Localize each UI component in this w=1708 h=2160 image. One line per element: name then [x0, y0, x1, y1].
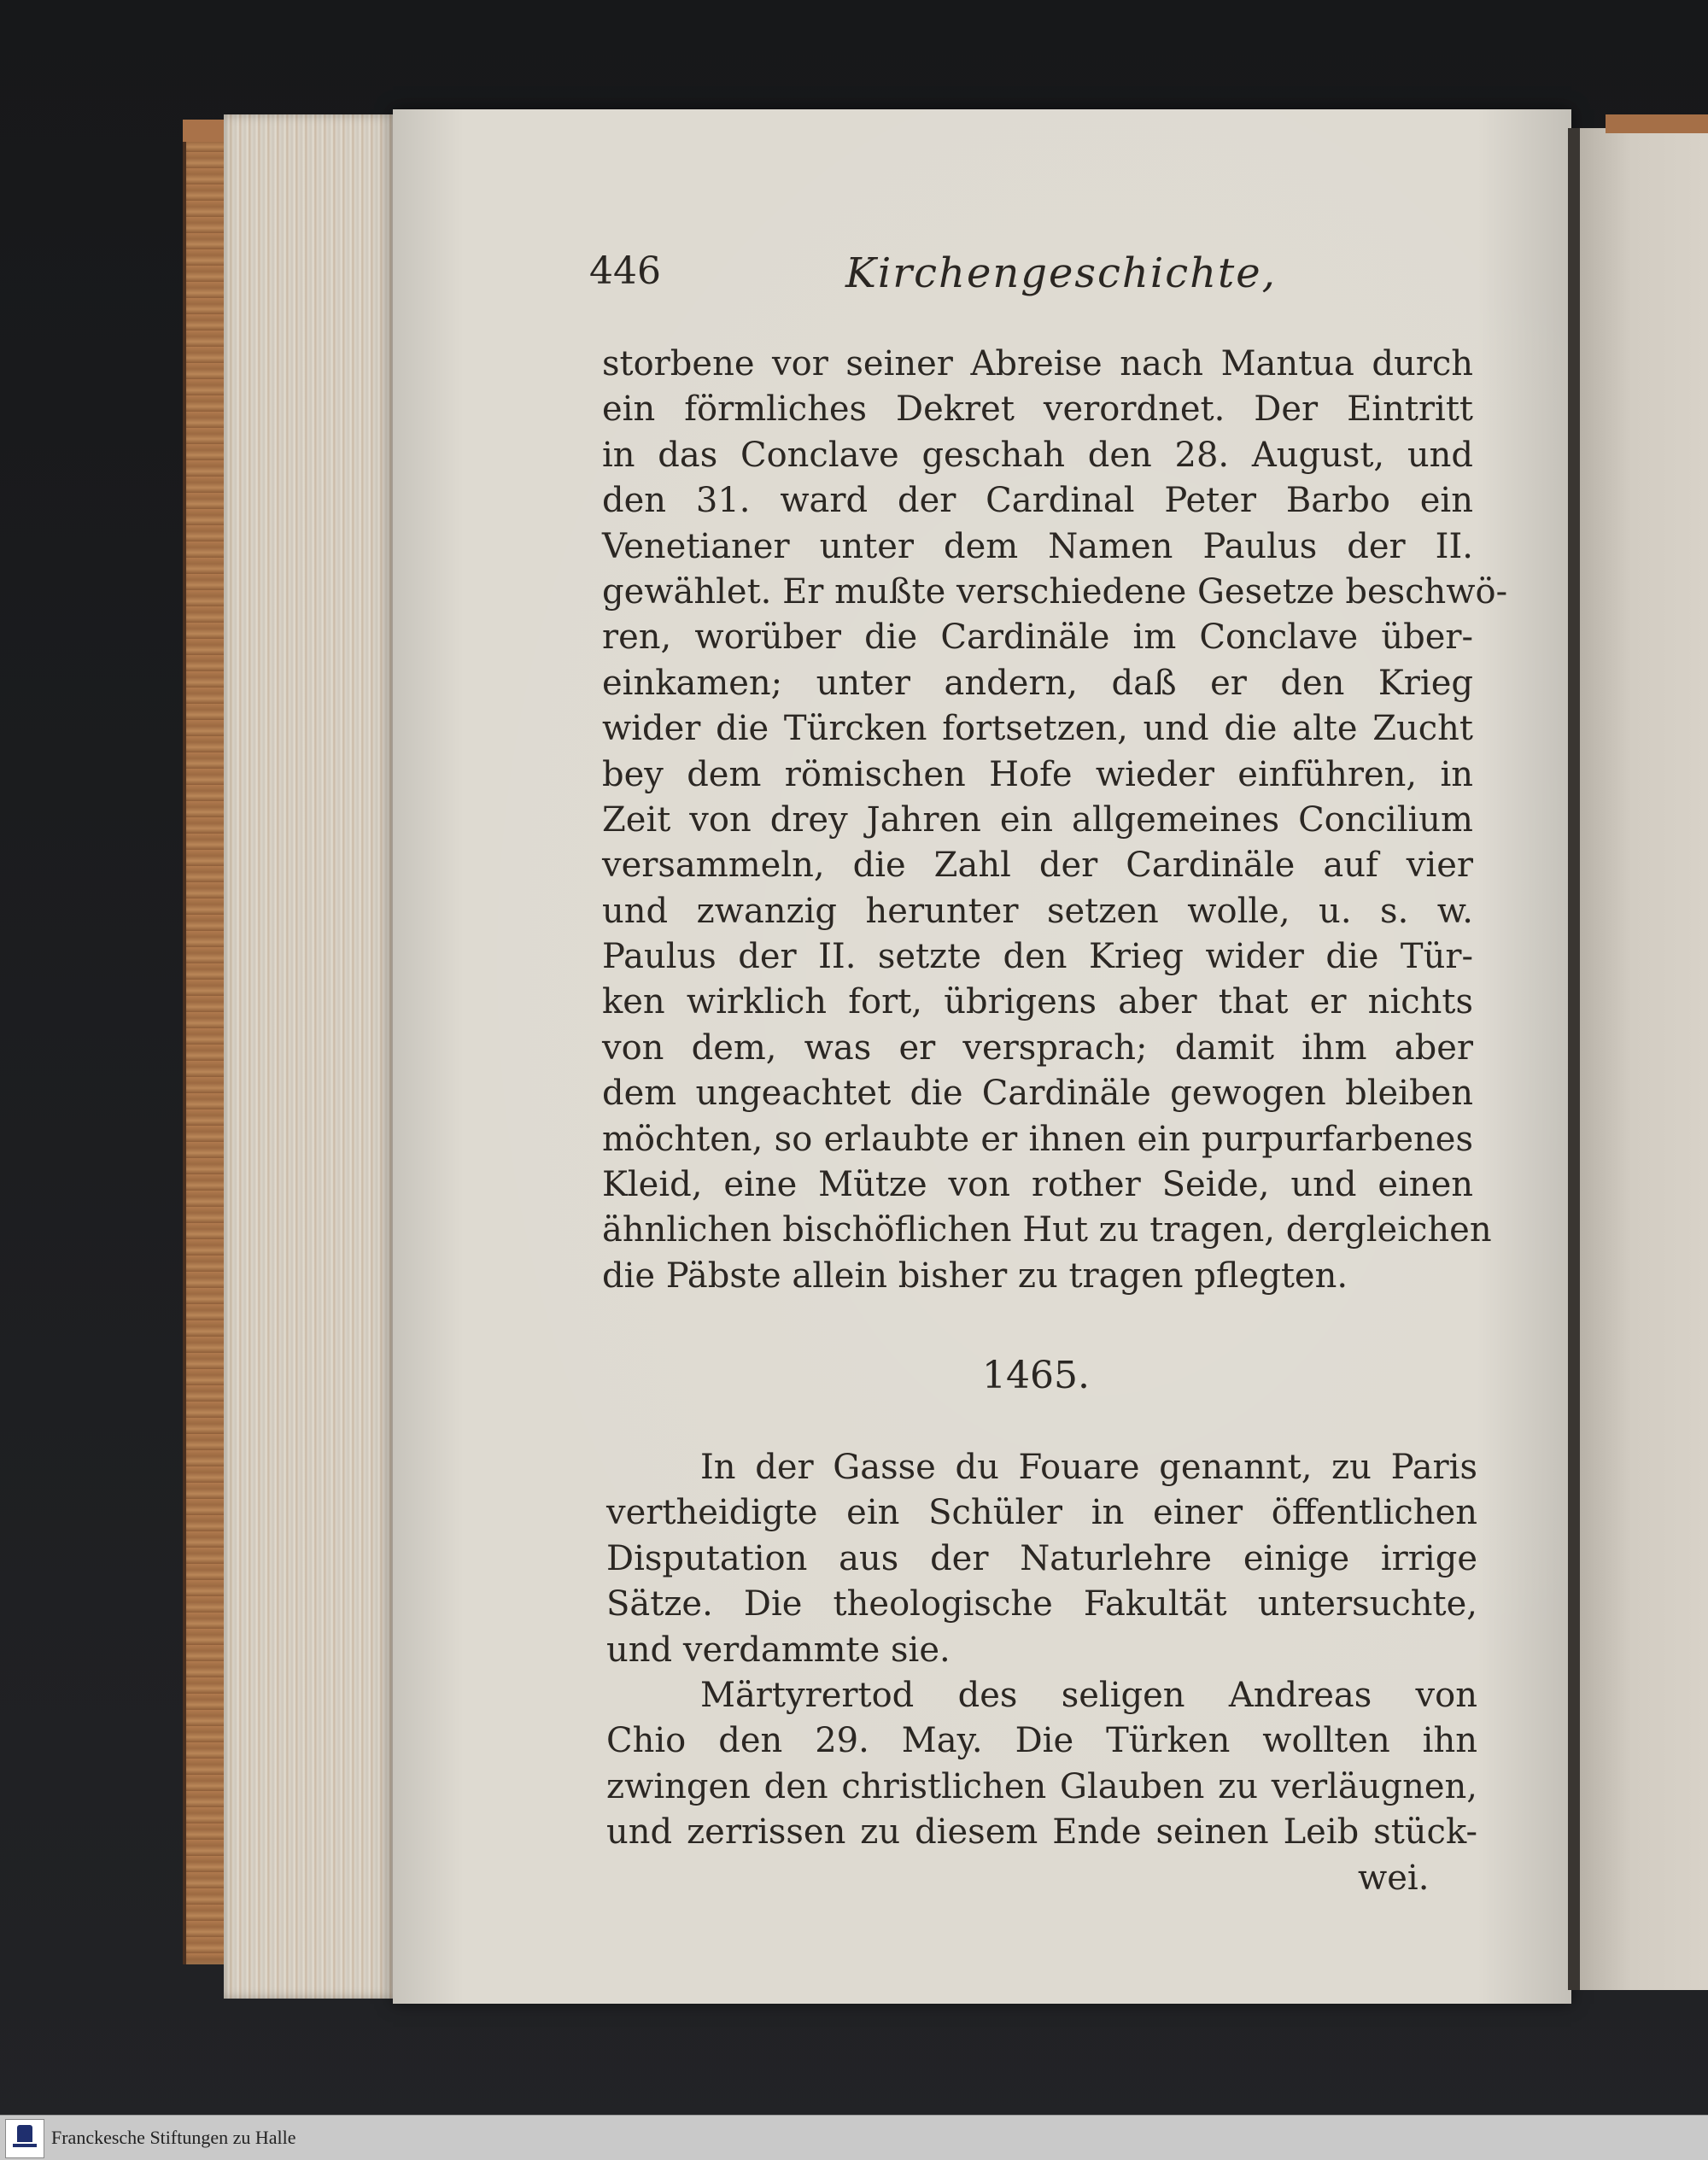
text-line: In der Gasse du Fouare genannt, zu Paris [700, 1448, 1477, 1487]
catchword: wei. [1358, 1859, 1430, 1898]
paragraph-2-3 [606, 1445, 1477, 1856]
text-line: in das Conclave geschah den 28. August, und [602, 435, 1473, 475]
text-line: den 31. ward der Cardinal Peter Barbo ein [602, 481, 1473, 521]
text-line: Venetianer unter dem Namen Paulus der II. [602, 526, 1473, 566]
text-line: Zeit von drey Jahren ein allgemeines Concilium [602, 799, 1473, 840]
text-line: von dem, was er versprach; damit ihm aber [602, 1027, 1473, 1068]
text-line: dem ungeachtet die Cardinäle gewogen bleiben [602, 1074, 1473, 1114]
text-line: Paulus der II. setzte den Krieg wider die Tür- [602, 937, 1473, 977]
text-line: ken wirklich fort, übrigens aber that er nichts [602, 982, 1473, 1022]
year-heading: 1465. [982, 1354, 1090, 1397]
text-line: einkamen; unter andern, daß er den Krieg [602, 663, 1473, 703]
text-line: vertheidigte ein Schüler in einer öffentlichen [606, 1493, 1477, 1533]
text-line: wider die Türcken fortsetzen, und die alte Zucht [602, 709, 1473, 749]
text-line: möchten, so erlaubte er ihnen ein purpurfarbenes [602, 1119, 1473, 1159]
book-cover-right-top [1606, 114, 1708, 133]
page-edges [224, 114, 405, 1999]
text-line: Kleid, eine Mütze von rother Seide, und einen [602, 1165, 1473, 1205]
franckesche-stiftungen-logo-icon [5, 2119, 44, 2158]
text-line: versammeln, die Zahl der Cardinäle auf vier [602, 846, 1473, 886]
text-line: Disputation aus der Naturlehre einige irrige [606, 1538, 1477, 1578]
footer-institution-text: Franckesche Stiftungen zu Halle [51, 2127, 296, 2148]
footer-bar [0, 2115, 1708, 2160]
text-line: ren, worüber die Cardinäle im Conclave über- [602, 618, 1473, 658]
text-line: Chio den 29. May. Die Türken wollten ihn [606, 1721, 1477, 1761]
text-line: und zwanzig herunter setzen wolle, u. s. w. [602, 891, 1473, 931]
text-line: ähnlichen bischöflichen Hut zu tragen, dergleichen [602, 1210, 1492, 1250]
page-number: 446 [589, 249, 661, 293]
text-line: ein förmliches Dekret verordnet. Der Eintritt [602, 389, 1473, 430]
text-line: und verdammte sie. [606, 1630, 951, 1670]
text-line: Märtyrertod des seligen Andreas von [700, 1675, 1477, 1715]
text-line: und zerrissen zu diesem Ende seinen Leib stück- [606, 1812, 1477, 1853]
text-line: gewählet. Er mußte verschiedene Gesetze beschwö- [602, 571, 1508, 612]
logo-mark-base [13, 2144, 37, 2147]
text-line: storbene vor seiner Abreise nach Mantua durch [602, 344, 1473, 383]
logo-mark [17, 2125, 32, 2142]
book-gutter [1568, 128, 1580, 1990]
text-line: die Päbste allein bisher zu tragen pflegten. [602, 1256, 1348, 1296]
text-line: zwingen den christlichen Glauben zu verläugnen, [606, 1766, 1477, 1806]
page-header [589, 249, 1494, 309]
running-head: Kirchengeschichte, [845, 249, 1277, 297]
text-line: bey dem römischen Hofe wieder einführen, in [602, 754, 1473, 794]
text-line: Sätze. Die theologische Fakultät untersuchte, [606, 1584, 1477, 1624]
paragraph-1 [602, 342, 1508, 1299]
facing-page [1580, 128, 1708, 1990]
